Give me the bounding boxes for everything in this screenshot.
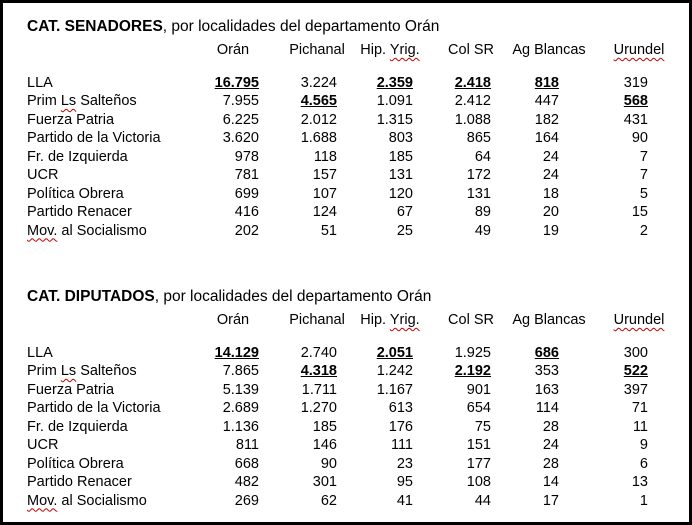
party-name: Política Obrera bbox=[27, 455, 124, 472]
vote-cell: 131 bbox=[388, 167, 413, 183]
vote-cell: 177 bbox=[466, 455, 491, 472]
vote-cell: 9 bbox=[639, 437, 648, 453]
column-header: Hip. Yrig. bbox=[360, 42, 420, 58]
vote-cell: 176 bbox=[388, 418, 413, 435]
vote-cell: 67 bbox=[396, 204, 413, 220]
vote-cell: 2.689 bbox=[222, 400, 259, 416]
diputados-title-bold: CAT. DIPUTADOS bbox=[27, 288, 155, 305]
column-header: Col SR bbox=[448, 312, 494, 328]
column-header: Col SR bbox=[448, 42, 494, 58]
vote-cell: 1.315 bbox=[376, 111, 413, 128]
vote-cell: 7 bbox=[639, 167, 648, 183]
vote-cell: 482 bbox=[234, 474, 259, 490]
vote-cell: 2.418 bbox=[454, 74, 491, 91]
vote-cell: 90 bbox=[320, 455, 337, 472]
table-row bbox=[27, 344, 677, 363]
vote-cell: 7.865 bbox=[222, 363, 259, 379]
vote-cell: 185 bbox=[388, 148, 413, 165]
vote-cell: 51 bbox=[320, 222, 337, 239]
table-row bbox=[27, 362, 677, 381]
vote-cell: 397 bbox=[623, 381, 648, 398]
column-header: Urundel bbox=[613, 42, 665, 58]
party-name: Fuerza Patria bbox=[27, 111, 115, 128]
table-row bbox=[27, 111, 677, 130]
vote-cell: 108 bbox=[466, 474, 491, 490]
vote-cell: 353 bbox=[534, 363, 559, 379]
table-row bbox=[27, 166, 677, 185]
party-name: Fr. de Izquierda bbox=[27, 418, 128, 435]
party-name: Partido Renacer bbox=[27, 474, 132, 490]
vote-cell: 613 bbox=[388, 400, 413, 416]
vote-cell: 1.088 bbox=[454, 111, 491, 128]
vote-cell: 2.412 bbox=[454, 93, 491, 109]
vote-cell: 49 bbox=[474, 222, 491, 239]
vote-cell: 803 bbox=[388, 130, 413, 146]
table-row bbox=[27, 92, 677, 111]
vote-cell: 16.795 bbox=[214, 74, 259, 91]
vote-cell: 118 bbox=[313, 148, 337, 165]
vote-cell: 269 bbox=[234, 492, 259, 509]
vote-cell: 431 bbox=[623, 111, 648, 128]
party-name: Partido de la Victoria bbox=[27, 400, 161, 416]
vote-cell: 44 bbox=[474, 492, 491, 509]
vote-cell: 6 bbox=[639, 455, 648, 472]
vote-cell: 3.224 bbox=[300, 74, 337, 91]
vote-cell: 120 bbox=[388, 185, 413, 202]
party-name: UCR bbox=[27, 167, 59, 183]
vote-cell: 319 bbox=[623, 74, 648, 91]
vote-cell: 20 bbox=[542, 204, 559, 220]
vote-cell: 2.012 bbox=[300, 111, 337, 128]
vote-cell: 1.167 bbox=[376, 381, 413, 398]
column-header: Orán bbox=[216, 312, 250, 328]
vote-cell: 1.136 bbox=[222, 418, 259, 435]
vote-cell: 300 bbox=[623, 344, 648, 361]
senadores-header-row bbox=[27, 41, 677, 60]
vote-cell: 4.318 bbox=[300, 363, 337, 379]
vote-cell: 522 bbox=[623, 363, 648, 379]
vote-cell: 28 bbox=[542, 455, 559, 472]
vote-cell: 5.139 bbox=[222, 381, 259, 398]
diputados-title-rest: , por localidades del departamento Orán bbox=[154, 288, 432, 305]
table-row bbox=[27, 418, 677, 437]
vote-cell: 4.565 bbox=[300, 93, 337, 109]
vote-cell: 1.242 bbox=[376, 363, 413, 379]
party-name: Mov. al Socialismo bbox=[27, 222, 147, 239]
vote-cell: 2 bbox=[639, 222, 648, 239]
party-name: LLA bbox=[27, 74, 53, 91]
column-header: Urundel bbox=[613, 312, 665, 328]
vote-cell: 25 bbox=[396, 222, 413, 239]
column-header: Pichanal bbox=[289, 312, 345, 328]
vote-cell: 1.925 bbox=[454, 344, 491, 361]
party-name: Partido Renacer bbox=[27, 204, 132, 220]
vote-cell: 89 bbox=[474, 204, 491, 220]
table-row bbox=[27, 74, 677, 93]
column-header: Ag Blancas bbox=[512, 312, 586, 328]
party-name: Mov. al Socialismo bbox=[27, 492, 147, 509]
vote-cell: 2.740 bbox=[300, 344, 337, 361]
vote-cell: 1.688 bbox=[300, 130, 337, 146]
vote-cell: 202 bbox=[234, 222, 259, 239]
vote-cell: 1.711 bbox=[301, 381, 337, 398]
column-header: Pichanal bbox=[289, 42, 345, 58]
vote-cell: 182 bbox=[534, 111, 559, 128]
party-name: LLA bbox=[27, 344, 53, 361]
party-name: Prim Ls Salteños bbox=[27, 93, 137, 109]
table-row bbox=[27, 455, 677, 474]
vote-cell: 75 bbox=[474, 418, 491, 435]
table-row bbox=[27, 185, 677, 204]
vote-cell: 24 bbox=[542, 167, 559, 183]
table-row bbox=[27, 473, 677, 492]
vote-cell: 111 bbox=[390, 437, 413, 453]
vote-cell: 19 bbox=[542, 222, 559, 239]
vote-cell: 301 bbox=[312, 474, 337, 490]
vote-cell: 901 bbox=[466, 381, 491, 398]
table-row bbox=[27, 222, 677, 241]
vote-cell: 23 bbox=[396, 455, 413, 472]
vote-cell: 865 bbox=[466, 130, 491, 146]
vote-cell: 654 bbox=[466, 400, 491, 416]
vote-cell: 5 bbox=[639, 185, 648, 202]
table-row bbox=[27, 381, 677, 400]
vote-cell: 62 bbox=[320, 492, 337, 509]
table-row bbox=[27, 436, 677, 455]
diputados-title bbox=[27, 287, 677, 307]
vote-cell: 185 bbox=[312, 418, 337, 435]
party-name: Fuerza Patria bbox=[27, 381, 115, 398]
vote-cell: 151 bbox=[466, 437, 491, 453]
vote-cell: 14.129 bbox=[214, 344, 259, 361]
vote-cell: 2.192 bbox=[454, 363, 491, 379]
vote-cell: 17 bbox=[542, 492, 559, 509]
vote-cell: 447 bbox=[534, 93, 559, 109]
table-row bbox=[27, 129, 677, 148]
vote-cell: 686 bbox=[534, 344, 559, 361]
vote-cell: 811 bbox=[235, 437, 259, 453]
senadores-title-rest: , por localidades del departamento Orán bbox=[162, 18, 440, 35]
table-row bbox=[27, 399, 677, 418]
vote-cell: 14 bbox=[542, 474, 559, 490]
party-name: UCR bbox=[27, 437, 59, 453]
vote-cell: 3.620 bbox=[222, 130, 259, 146]
vote-cell: 1.270 bbox=[300, 400, 337, 416]
senadores-section bbox=[27, 17, 677, 240]
vote-cell: 24 bbox=[542, 437, 559, 453]
vote-cell: 164 bbox=[534, 130, 559, 146]
vote-cell: 781 bbox=[234, 167, 259, 183]
vote-cell: 18 bbox=[542, 185, 559, 202]
vote-cell: 124 bbox=[312, 204, 337, 220]
vote-cell: 818 bbox=[534, 74, 559, 91]
vote-cell: 146 bbox=[312, 437, 337, 453]
vote-cell: 163 bbox=[534, 381, 559, 398]
vote-cell: 1.091 bbox=[376, 93, 413, 109]
vote-cell: 2.359 bbox=[376, 74, 413, 91]
vote-cell: 978 bbox=[234, 148, 259, 165]
vote-cell: 28 bbox=[542, 418, 559, 435]
vote-cell: 157 bbox=[312, 167, 337, 183]
column-header: Hip. Yrig. bbox=[360, 312, 420, 328]
table-row bbox=[27, 492, 677, 511]
vote-cell: 24 bbox=[542, 148, 559, 165]
vote-cell: 131 bbox=[466, 185, 491, 202]
vote-cell: 668 bbox=[234, 455, 259, 472]
vote-cell: 71 bbox=[631, 400, 648, 416]
vote-cell: 13 bbox=[631, 474, 648, 490]
vote-cell: 114 bbox=[535, 400, 559, 416]
vote-cell: 90 bbox=[631, 130, 648, 146]
party-name: Política Obrera bbox=[27, 185, 124, 202]
vote-cell: 699 bbox=[234, 185, 259, 202]
vote-cell: 172 bbox=[466, 167, 491, 183]
vote-cell: 7.955 bbox=[222, 93, 259, 109]
table-row bbox=[27, 148, 677, 167]
vote-cell: 416 bbox=[234, 204, 259, 220]
vote-cell: 107 bbox=[312, 185, 337, 202]
column-header: Orán bbox=[216, 42, 250, 58]
vote-cell: 568 bbox=[623, 93, 648, 109]
vote-cell: 7 bbox=[639, 148, 648, 165]
diputados-section bbox=[27, 287, 677, 510]
vote-cell: 15 bbox=[631, 204, 648, 220]
senadores-rows bbox=[27, 74, 677, 241]
senadores-title bbox=[27, 17, 677, 37]
vote-cell: 64 bbox=[474, 148, 491, 165]
diputados-rows bbox=[27, 344, 677, 511]
party-name: Prim Ls Salteños bbox=[27, 363, 137, 379]
diputados-header-row bbox=[27, 311, 677, 330]
table-row bbox=[27, 203, 677, 222]
vote-cell: 41 bbox=[396, 492, 413, 509]
party-name: Partido de la Victoria bbox=[27, 130, 161, 146]
vote-cell: 95 bbox=[396, 474, 413, 490]
vote-cell: 2.051 bbox=[376, 344, 413, 361]
party-name: Fr. de Izquierda bbox=[27, 148, 128, 165]
vote-cell: 1 bbox=[639, 492, 648, 509]
vote-cell: 6.225 bbox=[222, 111, 259, 128]
vote-cell: 11 bbox=[632, 418, 648, 435]
column-header: Ag Blancas bbox=[512, 42, 586, 58]
senadores-title-bold: CAT. SENADORES bbox=[27, 18, 163, 35]
